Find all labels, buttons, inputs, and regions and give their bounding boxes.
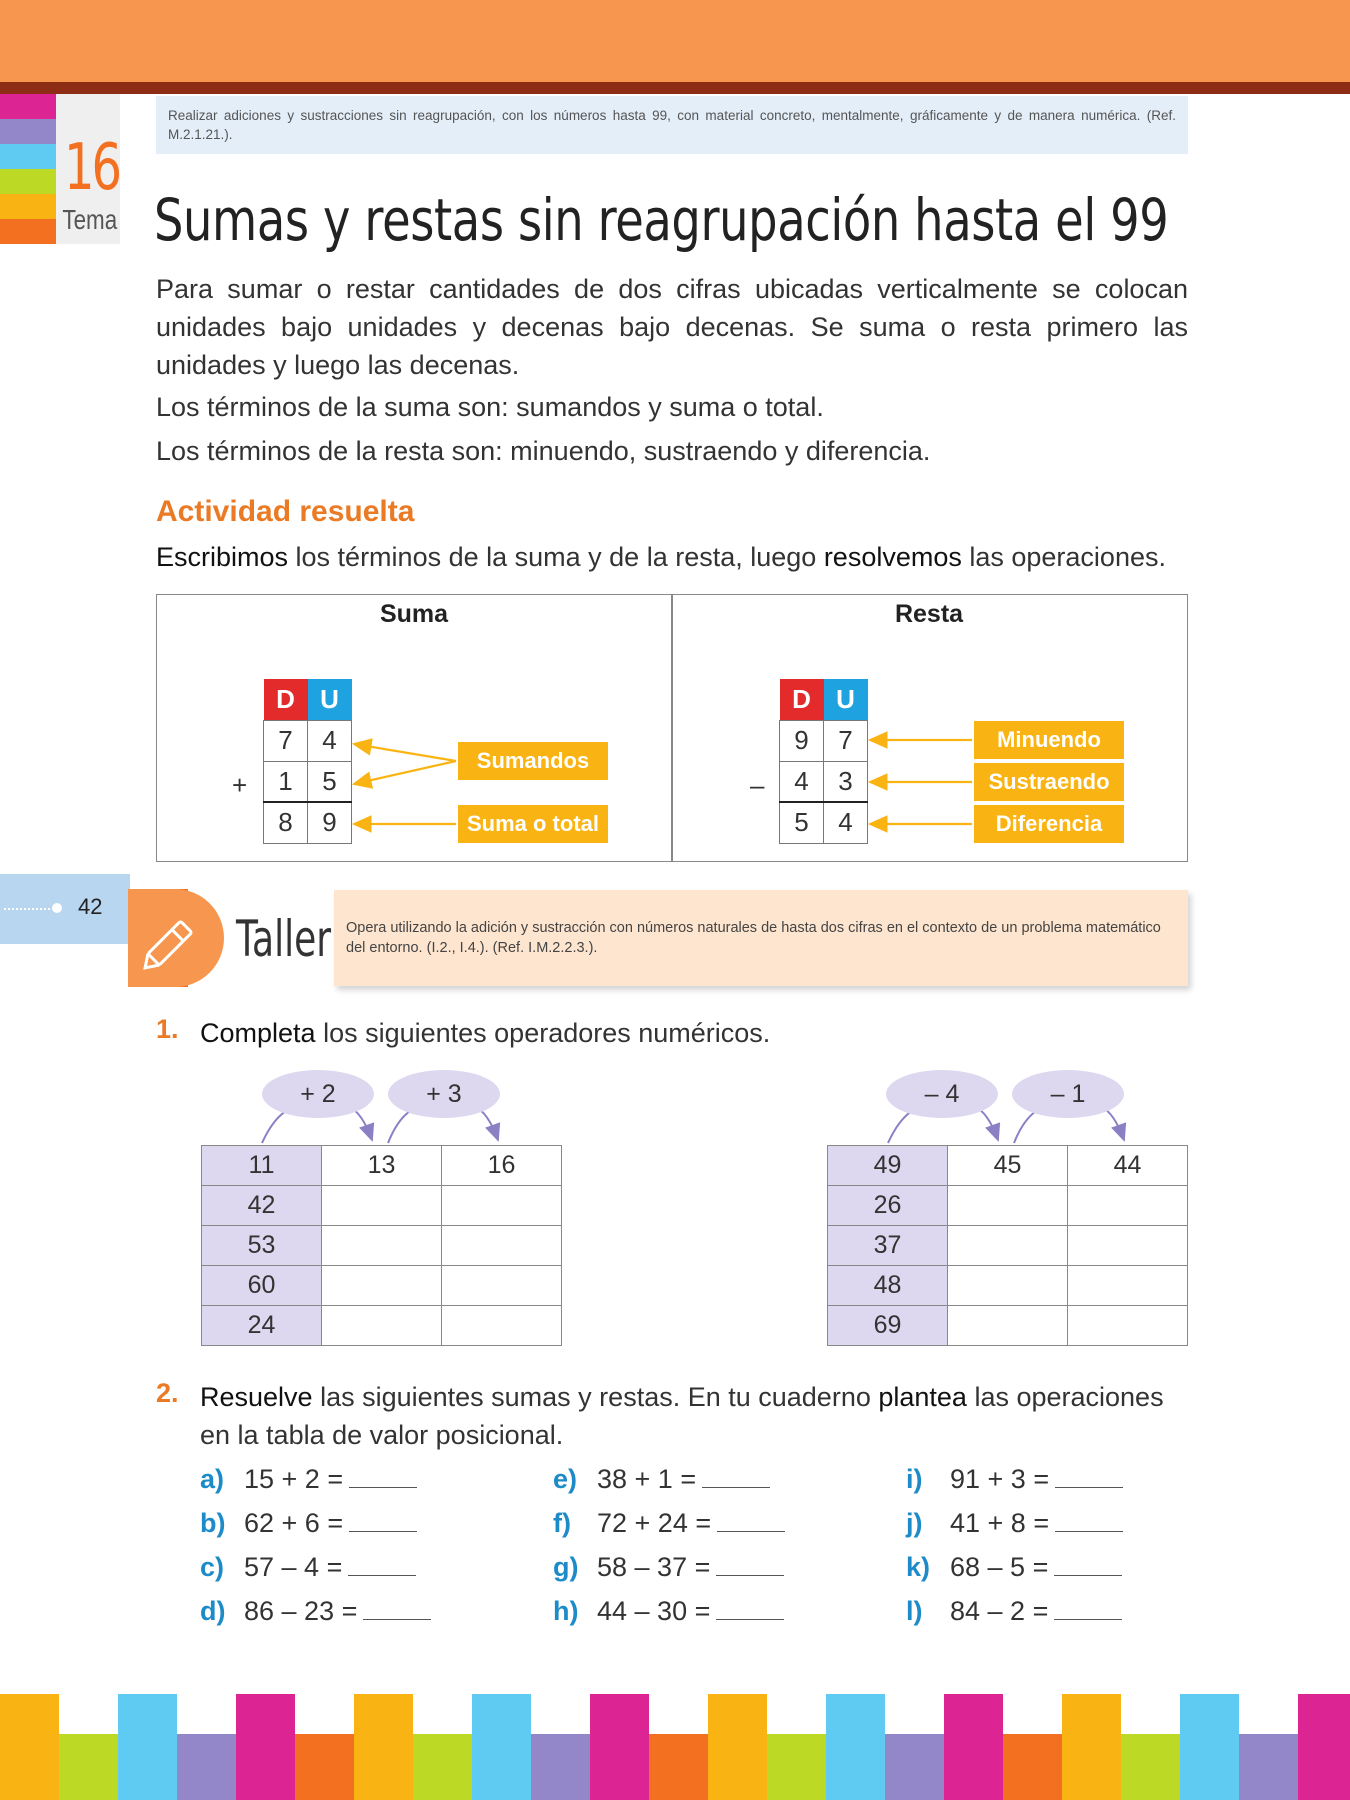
answer-cell: 13: [322, 1146, 442, 1186]
bottom-block: [649, 1734, 708, 1800]
curriculum-reference: Realizar adiciones y sustracciones sin reagrupación, con los números hasta 99, con material concreto, mentalmente, gráficamente y de manera numérica. (Ref. M.2.1.21.).: [156, 96, 1188, 154]
answer-blank[interactable]: [716, 1554, 784, 1576]
answer-cell[interactable]: [442, 1186, 562, 1226]
answer-cell[interactable]: [948, 1226, 1068, 1266]
digit-cell: 8: [264, 802, 308, 843]
answer-blank[interactable]: [363, 1598, 431, 1620]
exercise-item: [200, 1464, 417, 1495]
instruction-text: en la tabla de valor posicional.: [200, 1420, 564, 1450]
question-2-text: [200, 1378, 1190, 1454]
units-header: U: [824, 679, 868, 720]
bottom-block: [767, 1734, 826, 1800]
answer-cell: 16: [442, 1146, 562, 1186]
digit-cell: 3: [824, 761, 868, 802]
tema-number: 16: [64, 131, 120, 205]
digit-cell: 5: [308, 761, 352, 802]
start-cell: 69: [828, 1306, 948, 1346]
bottom-block: [472, 1694, 531, 1800]
intro-paragraph: Para sumar o restar cantidades de dos cifras ubicadas verticalmente se colocan unidades bajo unidades y decenas bajo decenas. Se suma o resta primero las unidades y luego las decenas.: [156, 274, 1188, 380]
bottom-block: [354, 1694, 413, 1800]
exercise-letter: b): [200, 1508, 226, 1538]
exercise-item: [906, 1596, 1122, 1627]
bottom-block: [944, 1694, 1003, 1800]
operator-bubble: – 1: [1012, 1070, 1124, 1118]
bottom-block: [236, 1694, 295, 1800]
digit-cell: 7: [264, 720, 308, 761]
answer-cell[interactable]: [1068, 1306, 1188, 1346]
digit-cell: 1: [264, 761, 308, 802]
exercise-letter: h): [553, 1596, 579, 1626]
answer-blank[interactable]: [716, 1598, 784, 1620]
instruction-text: las operaciones.: [961, 542, 1166, 572]
minus-sign: –: [750, 770, 765, 800]
answer-blank[interactable]: [1055, 1466, 1123, 1488]
suma-place-value-table: [263, 679, 352, 844]
operator-bubble: – 4: [886, 1070, 998, 1118]
answer-cell: 44: [1068, 1146, 1188, 1186]
plus-sign: +: [232, 770, 248, 800]
answer-blank[interactable]: [702, 1466, 770, 1488]
bottom-block: [1180, 1694, 1239, 1800]
answer-cell[interactable]: [322, 1266, 442, 1306]
activity-title: Actividad resuelta: [156, 495, 415, 528]
exercise-item: [200, 1552, 416, 1583]
exercise-expression: 68 – 5 =: [950, 1552, 1049, 1582]
bottom-block: [708, 1694, 767, 1800]
suma-total-label: Suma o total: [458, 805, 608, 843]
tens-header: D: [264, 679, 308, 720]
keyword: Escribimos: [156, 542, 289, 572]
answer-blank[interactable]: [1054, 1554, 1122, 1576]
dot-marker: [52, 903, 62, 913]
exercise-expression: 84 – 2 =: [950, 1596, 1049, 1626]
answer-cell[interactable]: [322, 1306, 442, 1346]
tema-badge: [56, 94, 120, 244]
question-number: 2.: [156, 1378, 179, 1408]
tema-label: Tema: [62, 204, 118, 235]
digit-cell: 9: [780, 720, 824, 761]
answer-cell[interactable]: [948, 1186, 1068, 1226]
exercise-item: [553, 1596, 784, 1627]
keyword: plantea: [878, 1382, 967, 1412]
taller-title: Taller: [236, 910, 332, 968]
answer-blank[interactable]: [717, 1510, 785, 1532]
exercise-letter: f): [553, 1508, 571, 1538]
exercise-letter: k): [906, 1552, 931, 1582]
start-cell: 37: [828, 1226, 948, 1266]
exercise-expression: 58 – 37 =: [597, 1552, 711, 1582]
bottom-block: [295, 1734, 354, 1800]
exercise-letter: j): [906, 1508, 923, 1538]
bottom-block: [59, 1734, 118, 1800]
digit-cell: 5: [780, 802, 824, 843]
exercise-item: [200, 1596, 431, 1627]
sum-terms-text: Los términos de la suma son: sumandos y suma o total.: [156, 392, 824, 422]
start-cell: 49: [828, 1146, 948, 1186]
color-stripes: [0, 94, 56, 244]
exercise-expression: 86 – 23 =: [244, 1596, 358, 1626]
page-number: 42: [78, 894, 103, 919]
header-line: [0, 82, 1350, 94]
start-cell: 42: [202, 1186, 322, 1226]
digit-cell: 7: [824, 720, 868, 761]
answer-blank[interactable]: [1055, 1510, 1123, 1532]
exercise-expression: 41 + 8 =: [950, 1508, 1050, 1538]
bottom-block: [1298, 1694, 1350, 1800]
start-cell: 11: [202, 1146, 322, 1186]
sumandos-label: Sumandos: [458, 742, 608, 780]
answer-cell[interactable]: [442, 1226, 562, 1266]
question-1-text: [200, 1014, 770, 1052]
digit-cell: 4: [780, 761, 824, 802]
instruction-text: las siguientes sumas y restas. En tu cuaderno: [312, 1382, 879, 1412]
exercise-expression: 62 + 6 =: [244, 1508, 344, 1538]
bottom-block: [531, 1734, 590, 1800]
diferencia-label: Diferencia: [974, 805, 1124, 843]
box-divider: [671, 594, 673, 862]
exercise-expression: 38 + 1 =: [597, 1464, 697, 1494]
tens-header: D: [780, 679, 824, 720]
instruction-text: los siguientes operadores numéricos.: [315, 1018, 771, 1048]
pencil-icon: [128, 889, 224, 987]
instruction-text: los términos de la suma y de la resta, luego: [288, 542, 824, 572]
exercise-item: [906, 1508, 1123, 1539]
exercise-letter: a): [200, 1464, 225, 1494]
exercise-letter: i): [906, 1464, 923, 1494]
answer-cell[interactable]: [1068, 1266, 1188, 1306]
bottom-block: [1003, 1734, 1062, 1800]
suma-heading: Suma: [379, 600, 449, 628]
left-operator-table: [201, 1145, 562, 1346]
exercise-letter: e): [553, 1464, 578, 1494]
header-band: [0, 0, 1350, 82]
digit-cell: 9: [308, 802, 352, 843]
sustraendo-label: Sustraendo: [974, 763, 1124, 801]
minuendo-label: Minuendo: [974, 721, 1124, 759]
answer-cell[interactable]: [948, 1266, 1068, 1306]
answer-cell[interactable]: [1068, 1226, 1188, 1266]
exercise-expression: 91 + 3 =: [950, 1464, 1050, 1494]
page-number-tab: [0, 874, 130, 944]
instruction-text: las operaciones: [966, 1382, 1164, 1412]
digit-cell: 4: [308, 720, 352, 761]
taller-description: Opera utilizando la adición y sustracción con números naturales de hasta dos cifras en el contexto de un problema matemático del entorno. (I.2., I.4.). (Ref. I.M.2.2.3.).: [334, 890, 1188, 986]
bottom-block: [1239, 1734, 1298, 1800]
activity-instruction: [156, 542, 1166, 573]
exercise-letter: l): [906, 1596, 923, 1626]
units-header: U: [308, 679, 352, 720]
answer-blank[interactable]: [348, 1554, 416, 1576]
exercise-expression: 72 + 24 =: [597, 1508, 712, 1538]
exercise-letter: c): [200, 1552, 225, 1582]
exercise-letter: g): [553, 1552, 579, 1582]
answer-blank[interactable]: [1054, 1598, 1122, 1620]
exercise-item: [553, 1552, 784, 1583]
exercise-letter: d): [200, 1596, 226, 1626]
bottom-block: [0, 1694, 59, 1800]
operator-bubble: + 2: [262, 1070, 374, 1118]
bottom-block: [118, 1694, 177, 1800]
question-number: 1.: [156, 1014, 179, 1044]
answer-blank[interactable]: [349, 1466, 417, 1488]
start-cell: 60: [202, 1266, 322, 1306]
answer-cell[interactable]: [948, 1306, 1068, 1346]
bottom-block: [1062, 1694, 1121, 1800]
bottom-block: [826, 1694, 885, 1800]
bottom-block: [590, 1694, 649, 1800]
answer-cell[interactable]: [1068, 1186, 1188, 1226]
answer-cell[interactable]: [442, 1266, 562, 1306]
exercise-item: [906, 1464, 1123, 1495]
exercise-item: [553, 1464, 770, 1495]
answer-cell[interactable]: [322, 1186, 442, 1226]
bottom-block: [177, 1734, 236, 1800]
answer-blank[interactable]: [349, 1510, 417, 1532]
start-cell: 53: [202, 1226, 322, 1266]
bottom-decoration: [0, 1694, 1350, 1800]
keyword: Resuelve: [200, 1382, 313, 1412]
bottom-block: [1121, 1734, 1180, 1800]
resta-place-value-table: [779, 679, 868, 844]
taller-badge: [128, 889, 224, 987]
page-title: Sumas y restas sin reagrupación hasta el 99: [154, 186, 1169, 254]
digit-cell: 4: [824, 802, 868, 843]
exercise-item: [553, 1508, 785, 1539]
exercise-item: [906, 1552, 1122, 1583]
dotted-line: [4, 908, 54, 910]
exercise-expression: 15 + 2 =: [244, 1464, 344, 1494]
keyword: Completa: [200, 1018, 316, 1048]
answer-cell[interactable]: [322, 1226, 442, 1266]
sub-terms-text: Los términos de la resta son: minuendo, sustraendo y diferencia.: [156, 436, 931, 466]
exercise-expression: 44 – 30 =: [597, 1596, 711, 1626]
resta-heading: Resta: [894, 600, 964, 628]
operator-bubble: + 3: [388, 1070, 500, 1118]
keyword: resolvemos: [823, 542, 962, 572]
right-operator-table: [827, 1145, 1188, 1346]
exercise-item: [200, 1508, 417, 1539]
answer-cell[interactable]: [442, 1306, 562, 1346]
bottom-block: [413, 1734, 472, 1800]
start-cell: 48: [828, 1266, 948, 1306]
exercise-expression: 57 – 4 =: [244, 1552, 343, 1582]
start-cell: 26: [828, 1186, 948, 1226]
answer-cell: 45: [948, 1146, 1068, 1186]
bottom-block: [885, 1734, 944, 1800]
start-cell: 24: [202, 1306, 322, 1346]
